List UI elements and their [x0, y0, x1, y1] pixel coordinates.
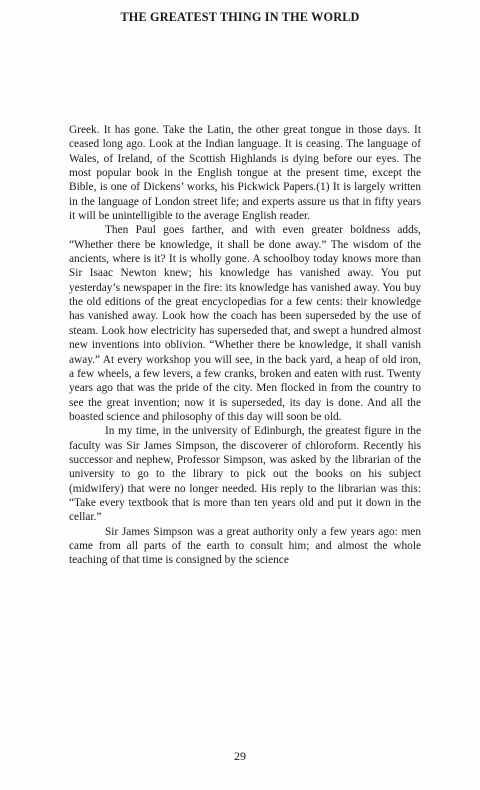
paragraph-1: Greek. It has gone. Take the Latin, the other great tongue in those days. It ceased long ago. Look at the Indian language. It is ceasing. The language of Wales, of Ireland, of the Scottish Highlands is dying before our eyes. The most popular book in the English tongue at the present time, except the Bible, is one of Dickens’ works, his Pickwick Papers.(1) It is largely written in the language of London street life; and experts assure us that in fifty years it will be unintelligible to the average English reader.: [69, 124, 421, 223]
running-head: THE GREATEST THING IN THE WORLD: [120, 10, 360, 24]
paragraph-3: In my time, in the university of Edinburgh, the greatest figure in the faculty was Sir James Simpson, the discoverer of chloroform. Recently his successor and nephew, Professor Simpson, was asked by the librarian of the university to go to the library to pick out the books on his subject (midwifery) that were no longer needed. His reply to the librarian was this: “Take every textbook that is more than ten years old and put it down in the cellar.”: [69, 425, 421, 524]
paragraph-4: Sir James Simpson was a great authority only a few years ago: men came from all parts of the earth to consult him; and almost the whole teaching of that time is consigned by the science: [69, 525, 421, 567]
body-text: [69, 123, 421, 568]
page-number: 29: [234, 749, 246, 763]
paragraph-2: Then Paul goes farther, and with even greater boldness adds, “Whether there be knowledge, it shall be done away.” The wisdom of the ancients, where is it? It is wholly gone. A schoolboy today knows more than Sir Isaac Newton knew; his knowledge has vanished away. You put yesterday’s newspaper in the fire: its knowledge has vanished away. You buy the old editions of the great encyclopedias for a few cents: their knowledge has vanished away. Look how the coach has been superseded by the use of steam. Look how electricity has superseded that, and swept a hundred almost new inventions into oblivion. “Whether there be knowledge, it shall vanish away.” At every workshop you will see, in the back yard, a heap of old iron, a few wheels, a few levers, a few cranks, broken and eaten with rust. Twenty years ago that was the pride of the city. Men flocked in from the country to see the great invention; now it is superseded, its day is done. And all the boasted science and philosophy of this day will soon be old.: [69, 224, 421, 423]
